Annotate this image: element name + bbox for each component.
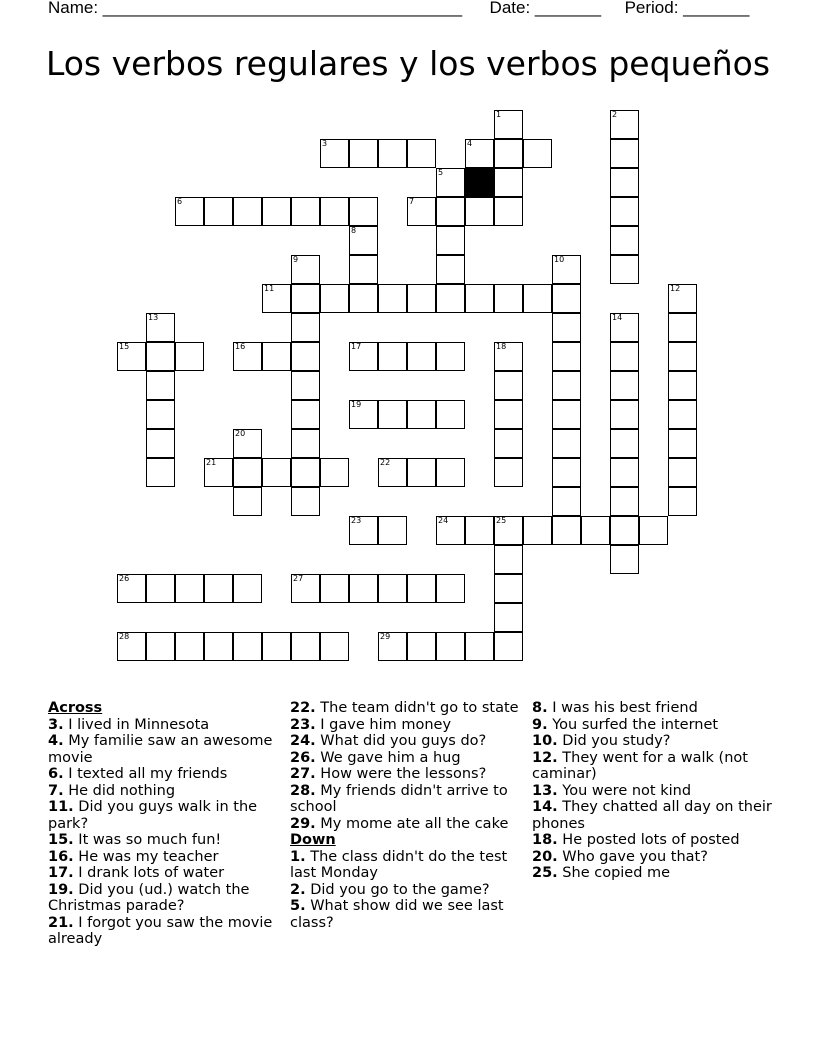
clue-number: 1 bbox=[496, 110, 502, 119]
crossword-cell[interactable] bbox=[436, 168, 465, 197]
clue-text: He was my teacher bbox=[73, 848, 219, 865]
crossword-cell[interactable] bbox=[465, 139, 494, 168]
clue-number-label: 5. bbox=[290, 898, 306, 914]
crossword-cell[interactable] bbox=[494, 168, 523, 197]
clue-number: 9 bbox=[293, 255, 299, 264]
clue-text: It was so much fun! bbox=[73, 832, 222, 848]
crossword-cell[interactable] bbox=[494, 110, 523, 139]
crossword-cell[interactable] bbox=[494, 284, 523, 313]
clue-text: Who gave you that? bbox=[557, 848, 708, 865]
crossword-cell[interactable] bbox=[668, 371, 697, 400]
clue-text: I was his best friend bbox=[547, 700, 698, 716]
across-clue bbox=[48, 865, 280, 882]
crossword-cell[interactable] bbox=[494, 574, 523, 603]
clue-number-label: 12. bbox=[532, 749, 558, 766]
crossword-cell[interactable] bbox=[436, 284, 465, 313]
clue-number-label: 25. bbox=[532, 865, 558, 881]
crossword-cell[interactable] bbox=[552, 342, 581, 371]
clue-number-label: 23. bbox=[290, 716, 316, 733]
crossword-cell[interactable] bbox=[436, 342, 465, 371]
crossword-cell[interactable] bbox=[349, 139, 378, 168]
crossword-cell[interactable] bbox=[552, 516, 581, 545]
clue-number: 11 bbox=[264, 284, 275, 293]
crossword-cell[interactable] bbox=[668, 429, 697, 458]
crossword-cell[interactable] bbox=[494, 400, 523, 429]
clue-number: 13 bbox=[148, 313, 159, 322]
crossword-cell[interactable] bbox=[494, 139, 523, 168]
crossword-cell[interactable] bbox=[610, 139, 639, 168]
clue-number: 25 bbox=[496, 516, 507, 525]
crossword-cell[interactable] bbox=[291, 197, 320, 226]
crossword-cell[interactable] bbox=[175, 342, 204, 371]
clue-text: I lived in Minnesota bbox=[63, 716, 210, 733]
clue-number: 14 bbox=[612, 313, 623, 322]
crossword-cell[interactable] bbox=[349, 284, 378, 313]
clue-number: 8 bbox=[351, 226, 357, 235]
crossword-cell[interactable] bbox=[291, 371, 320, 400]
crossword-cell[interactable] bbox=[175, 197, 204, 226]
clue-number-label: 11. bbox=[48, 799, 74, 815]
crossword-cell[interactable] bbox=[378, 342, 407, 371]
crossword-cell[interactable] bbox=[407, 632, 436, 661]
clue-text: They chatted all day on their phones bbox=[532, 799, 772, 832]
clue-number: 7 bbox=[409, 197, 415, 206]
clue-number: 2 bbox=[612, 110, 618, 119]
clue-number-label: 7. bbox=[48, 782, 64, 799]
crossword-cell[interactable] bbox=[436, 226, 465, 255]
crossword-cell[interactable] bbox=[407, 458, 436, 487]
clue-number-label: 9. bbox=[532, 716, 548, 733]
clue-text: I gave him money bbox=[315, 716, 452, 733]
crossword-cell[interactable] bbox=[320, 139, 349, 168]
crossword-cell[interactable] bbox=[494, 458, 523, 487]
crossword-cell[interactable] bbox=[291, 487, 320, 516]
crossword-cell[interactable] bbox=[523, 284, 552, 313]
clue-number-label: 15. bbox=[48, 832, 74, 848]
crossword-cell[interactable] bbox=[262, 284, 291, 313]
clue-number-label: 21. bbox=[48, 914, 74, 931]
crossword-cell[interactable] bbox=[320, 284, 349, 313]
crossword-cell[interactable] bbox=[465, 516, 494, 545]
clue-text: My friends didn't arrive to school bbox=[290, 782, 508, 815]
across-clue bbox=[48, 832, 280, 849]
crossword-cell[interactable] bbox=[262, 342, 291, 371]
crossword-cell[interactable] bbox=[291, 342, 320, 371]
crossword-cell[interactable] bbox=[291, 632, 320, 661]
crossword-cell[interactable] bbox=[436, 400, 465, 429]
across-clue bbox=[48, 783, 280, 800]
crossword-cell[interactable] bbox=[378, 632, 407, 661]
crossword-cell[interactable] bbox=[552, 458, 581, 487]
crossword-cell[interactable] bbox=[146, 574, 175, 603]
down-clue bbox=[290, 882, 522, 899]
down-clue bbox=[532, 849, 772, 866]
crossword-cell[interactable] bbox=[523, 139, 552, 168]
crossword-cell[interactable] bbox=[175, 632, 204, 661]
clue-number-label: 13. bbox=[532, 782, 558, 799]
clue-number-label: 18. bbox=[532, 832, 558, 848]
crossword-cell[interactable] bbox=[407, 197, 436, 226]
page-title: Los verbos regulares y los verbos pequeños bbox=[45, 44, 771, 83]
crossword-cell[interactable] bbox=[233, 342, 262, 371]
crossword-cell[interactable] bbox=[378, 458, 407, 487]
clue-number-label: 2. bbox=[290, 881, 306, 898]
clue-number: 22 bbox=[380, 458, 391, 467]
crossword-cell[interactable] bbox=[407, 284, 436, 313]
crossword-cell[interactable] bbox=[552, 284, 581, 313]
crossword-cell[interactable] bbox=[581, 516, 610, 545]
crossword-cell[interactable] bbox=[610, 226, 639, 255]
clue-number-label: 6. bbox=[48, 766, 64, 782]
clue-number-label: 27. bbox=[290, 766, 316, 782]
crossword-cell[interactable] bbox=[668, 400, 697, 429]
clue-number-label: 4. bbox=[48, 733, 64, 749]
clue-text: What show did we see last class? bbox=[290, 898, 504, 931]
crossword-cell[interactable] bbox=[233, 487, 262, 516]
clue-text: The class didn't do the test last Monday bbox=[290, 848, 508, 881]
clue-text: The team didn't go to state bbox=[315, 700, 519, 716]
crossword-cell[interactable] bbox=[494, 516, 523, 545]
clue-text: He did nothing bbox=[63, 782, 176, 799]
crossword-cell[interactable] bbox=[349, 255, 378, 284]
clue-text: I drank lots of water bbox=[73, 865, 225, 881]
clue-text: Did you go to the game? bbox=[305, 881, 490, 898]
crossword-cell[interactable] bbox=[378, 400, 407, 429]
crossword-cell[interactable] bbox=[378, 516, 407, 545]
crossword-cell[interactable] bbox=[407, 400, 436, 429]
crossword-cell[interactable] bbox=[320, 197, 349, 226]
across-clue bbox=[48, 717, 280, 734]
clue-number: 3 bbox=[322, 139, 328, 148]
crossword-cell[interactable] bbox=[610, 458, 639, 487]
clue-text: Did you study? bbox=[557, 733, 671, 749]
down-clue bbox=[532, 783, 772, 800]
across-clue bbox=[290, 717, 522, 734]
crossword-cell[interactable] bbox=[639, 516, 668, 545]
clue-number: 5 bbox=[438, 168, 444, 177]
clue-number-label: 3. bbox=[48, 716, 64, 733]
crossword-cell[interactable] bbox=[349, 197, 378, 226]
crossword-cell[interactable] bbox=[291, 400, 320, 429]
crossword-cell[interactable] bbox=[552, 371, 581, 400]
crossword-cell[interactable] bbox=[436, 632, 465, 661]
crossword-cell[interactable] bbox=[610, 516, 639, 545]
crossword-cell[interactable] bbox=[610, 371, 639, 400]
clue-number-label: 22. bbox=[290, 700, 316, 716]
clue-number-label: 8. bbox=[532, 700, 548, 716]
across-clue bbox=[290, 733, 522, 750]
crossword-cell[interactable] bbox=[291, 574, 320, 603]
clue-number: 19 bbox=[351, 400, 362, 409]
crossword-cell[interactable] bbox=[465, 197, 494, 226]
across-clue bbox=[48, 766, 280, 783]
clue-text: I texted all my friends bbox=[63, 766, 228, 782]
clue-number-label: 1. bbox=[290, 848, 306, 865]
crossword-cell[interactable] bbox=[349, 226, 378, 255]
crossword-cell[interactable] bbox=[610, 545, 639, 574]
crossword-cell[interactable] bbox=[291, 458, 320, 487]
crossword-cell[interactable] bbox=[552, 487, 581, 516]
crossword-cell[interactable] bbox=[407, 139, 436, 168]
clue-number-label: 16. bbox=[48, 848, 74, 865]
clue-text: Did you (ud.) watch the Christmas parade? bbox=[48, 881, 250, 914]
down-clue bbox=[532, 799, 772, 832]
down-heading: Down bbox=[290, 832, 336, 848]
crossword-cell[interactable] bbox=[320, 458, 349, 487]
crossword-cell[interactable] bbox=[668, 342, 697, 371]
crossword-cell[interactable] bbox=[117, 342, 146, 371]
crossword-cell[interactable] bbox=[204, 197, 233, 226]
across-clue bbox=[48, 799, 280, 832]
crossword-cell[interactable] bbox=[233, 458, 262, 487]
clue-number: 21 bbox=[206, 458, 217, 467]
clue-number: 10 bbox=[554, 255, 565, 264]
across-clue bbox=[290, 783, 522, 816]
crossword-cell[interactable] bbox=[436, 458, 465, 487]
clue-text: They went for a walk (not caminar) bbox=[532, 749, 748, 782]
crossword-cell[interactable] bbox=[117, 632, 146, 661]
crossword-cell[interactable] bbox=[262, 458, 291, 487]
crossword-cell[interactable] bbox=[610, 487, 639, 516]
crossword-cell[interactable] bbox=[117, 574, 146, 603]
crossword-cell[interactable] bbox=[146, 429, 175, 458]
crossword-cell[interactable] bbox=[146, 313, 175, 342]
crossword-cell[interactable] bbox=[349, 516, 378, 545]
crossword-cell[interactable] bbox=[407, 342, 436, 371]
clue-number: 20 bbox=[235, 429, 246, 438]
crossword-cell[interactable] bbox=[436, 255, 465, 284]
crossword-cell[interactable] bbox=[320, 632, 349, 661]
crossword-cell[interactable] bbox=[407, 574, 436, 603]
crossword-block bbox=[465, 168, 494, 197]
clues-column-1 bbox=[48, 700, 280, 948]
crossword-cell[interactable] bbox=[291, 255, 320, 284]
down-clue bbox=[290, 849, 522, 882]
clue-number-label: 10. bbox=[532, 733, 558, 749]
across-clue bbox=[290, 750, 522, 767]
crossword-cell[interactable] bbox=[146, 342, 175, 371]
crossword-cell[interactable] bbox=[610, 168, 639, 197]
crossword-cell[interactable] bbox=[610, 400, 639, 429]
crossword-cell[interactable] bbox=[668, 284, 697, 313]
clue-text: How were the lessons? bbox=[315, 766, 487, 782]
clues-column-2 bbox=[290, 700, 522, 931]
crossword-cell[interactable] bbox=[204, 574, 233, 603]
clue-text: You were not kind bbox=[557, 782, 692, 799]
across-clue bbox=[48, 733, 280, 766]
crossword-cell[interactable] bbox=[146, 400, 175, 429]
clue-number: 12 bbox=[670, 284, 681, 293]
clue-text: My mome ate all the cake bbox=[315, 815, 509, 832]
down-clue bbox=[532, 865, 772, 882]
crossword-cell[interactable] bbox=[233, 632, 262, 661]
crossword-cell[interactable] bbox=[349, 574, 378, 603]
crossword-cell[interactable] bbox=[523, 516, 552, 545]
crossword-cell[interactable] bbox=[436, 197, 465, 226]
crossword-cell[interactable] bbox=[291, 429, 320, 458]
crossword-cell[interactable] bbox=[146, 371, 175, 400]
clue-number-label: 28. bbox=[290, 782, 316, 799]
down-clue bbox=[532, 832, 772, 849]
clue-text: She copied me bbox=[557, 865, 671, 881]
crossword-cell[interactable] bbox=[610, 429, 639, 458]
crossword-cell[interactable] bbox=[552, 313, 581, 342]
down-clue bbox=[532, 717, 772, 734]
clue-number-label: 19. bbox=[48, 881, 74, 898]
crossword-cell[interactable] bbox=[465, 632, 494, 661]
across-clue bbox=[290, 766, 522, 783]
clue-text: He posted lots of posted bbox=[557, 832, 740, 848]
clue-text: I forgot you saw the movie already bbox=[48, 914, 273, 947]
clue-number: 4 bbox=[467, 139, 473, 148]
across-clue bbox=[290, 816, 522, 833]
crossword-cell[interactable] bbox=[610, 255, 639, 284]
down-clue bbox=[290, 898, 522, 931]
crossword-cell[interactable] bbox=[378, 574, 407, 603]
crossword-cell[interactable] bbox=[552, 400, 581, 429]
crossword-cell[interactable] bbox=[291, 313, 320, 342]
clue-number: 28 bbox=[119, 632, 130, 641]
crossword-cell[interactable] bbox=[262, 197, 291, 226]
across-heading: Across bbox=[48, 700, 103, 716]
clue-number-label: 14. bbox=[532, 799, 558, 815]
crossword-cell[interactable] bbox=[378, 284, 407, 313]
crossword-cell[interactable] bbox=[378, 139, 407, 168]
period-field[interactable]: Period: _______ bbox=[624, 0, 750, 17]
crossword-cell[interactable] bbox=[436, 574, 465, 603]
crossword-cell[interactable] bbox=[291, 284, 320, 313]
clue-number-label: 29. bbox=[290, 815, 316, 832]
crossword-cell[interactable] bbox=[494, 429, 523, 458]
clue-number: 26 bbox=[119, 574, 130, 583]
crossword-cell[interactable] bbox=[552, 255, 581, 284]
crossword-cell[interactable] bbox=[668, 487, 697, 516]
crossword-cell[interactable] bbox=[610, 342, 639, 371]
clue-text: My familie saw an awesome movie bbox=[48, 733, 273, 766]
clue-text: Did you guys walk in the park? bbox=[48, 799, 258, 832]
across-clue bbox=[48, 882, 280, 915]
crossword-cell[interactable] bbox=[233, 429, 262, 458]
crossword-cell[interactable] bbox=[262, 632, 291, 661]
clue-number-label: 26. bbox=[290, 749, 316, 766]
crossword-cell[interactable] bbox=[494, 197, 523, 226]
clue-number: 15 bbox=[119, 342, 130, 351]
crossword-cell[interactable] bbox=[204, 458, 233, 487]
crossword-cell[interactable] bbox=[233, 574, 262, 603]
crossword-cell[interactable] bbox=[610, 197, 639, 226]
name-field[interactable]: Name: ______________________________________ bbox=[48, 0, 463, 17]
crossword-cell[interactable] bbox=[465, 284, 494, 313]
across-clue bbox=[48, 915, 280, 948]
crossword-cell[interactable] bbox=[349, 342, 378, 371]
crossword-cell[interactable] bbox=[436, 516, 465, 545]
crossword-cell[interactable] bbox=[610, 110, 639, 139]
clue-number-label: 24. bbox=[290, 733, 316, 749]
clue-number: 17 bbox=[351, 342, 362, 351]
down-clue bbox=[532, 700, 772, 717]
crossword-cell[interactable] bbox=[668, 313, 697, 342]
clue-number: 27 bbox=[293, 574, 304, 583]
clue-number-label: 20. bbox=[532, 848, 558, 865]
clue-text: We gave him a hug bbox=[315, 749, 461, 766]
crossword-cell[interactable] bbox=[320, 574, 349, 603]
crossword-cell[interactable] bbox=[494, 603, 523, 632]
down-clue bbox=[532, 733, 772, 750]
crossword-cell[interactable] bbox=[146, 632, 175, 661]
across-clue bbox=[290, 700, 522, 717]
clue-number: 18 bbox=[496, 342, 507, 351]
clue-number-label: 17. bbox=[48, 865, 74, 881]
crossword-cell[interactable] bbox=[494, 545, 523, 574]
clue-text: You surfed the internet bbox=[547, 716, 719, 733]
crossword-cell[interactable] bbox=[204, 632, 233, 661]
crossword-cell[interactable] bbox=[494, 371, 523, 400]
crossword-cell[interactable] bbox=[233, 197, 262, 226]
clue-number: 16 bbox=[235, 342, 246, 351]
clue-number: 29 bbox=[380, 632, 391, 641]
clue-number: 23 bbox=[351, 516, 362, 525]
date-field[interactable]: Date: _______ bbox=[489, 0, 602, 17]
crossword-cell[interactable] bbox=[146, 458, 175, 487]
crossword-cell[interactable] bbox=[494, 342, 523, 371]
crossword-cell[interactable] bbox=[668, 458, 697, 487]
crossword-cell[interactable] bbox=[552, 429, 581, 458]
crossword-cell[interactable] bbox=[175, 574, 204, 603]
across-clue bbox=[48, 849, 280, 866]
clue-number: 6 bbox=[177, 197, 183, 206]
crossword-cell[interactable] bbox=[610, 313, 639, 342]
clue-number: 24 bbox=[438, 516, 449, 525]
crossword-cell[interactable] bbox=[349, 400, 378, 429]
down-clue bbox=[532, 750, 772, 783]
crossword-cell[interactable] bbox=[494, 632, 523, 661]
clues-column-3 bbox=[532, 700, 772, 882]
clue-text: What did you guys do? bbox=[315, 733, 487, 749]
